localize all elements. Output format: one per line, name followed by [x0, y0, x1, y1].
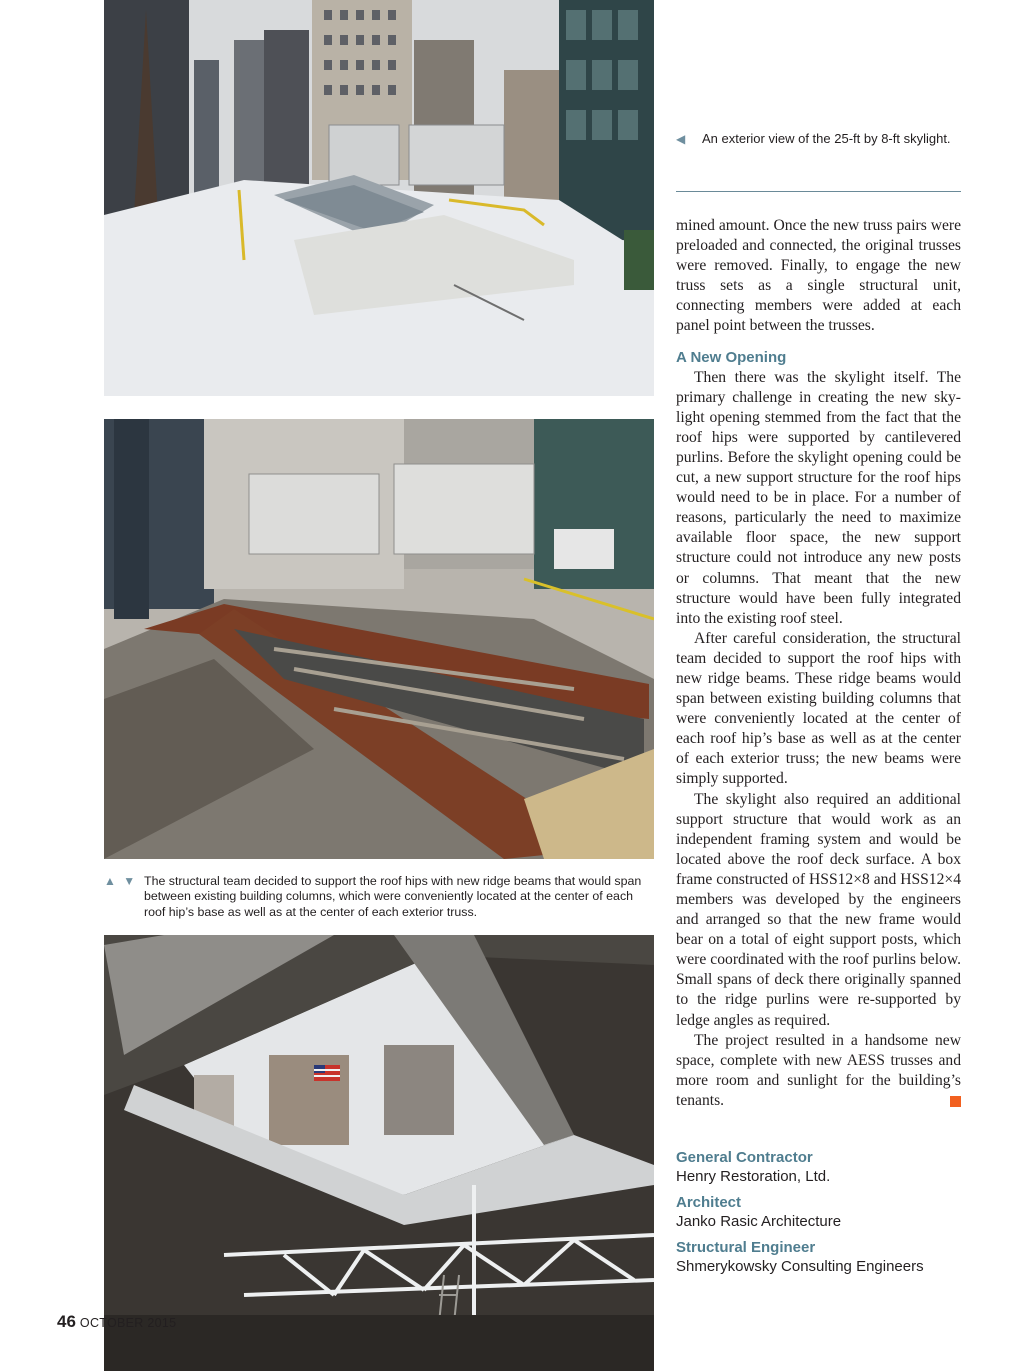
credit-name: Henry Restoration, Ltd.: [676, 1168, 831, 1185]
article-paragraph-text: The project resulted in a handsome new space, complete with new AESS trusses and more room and sunlight for the building’s tenants.: [676, 1031, 961, 1109]
credit-name: Janko Rasic Architecture: [676, 1213, 842, 1230]
caption-text: An exterior view of the 25-ft by 8-ft skylight.: [702, 131, 951, 146]
left-arrow-icon: ◀: [676, 132, 686, 146]
photo-exterior-skylight: [104, 0, 654, 396]
page-folio: [57, 1312, 176, 1332]
photo-ridge-beams: [104, 419, 654, 859]
article-body: [676, 216, 961, 1111]
article-paragraph-last: [676, 1031, 961, 1111]
caption-divider: [676, 191, 961, 192]
photo-caption-ridge-beams: [104, 874, 656, 920]
credit-role: Structural Engineer: [676, 1239, 816, 1256]
photo-interior-skylight: [104, 935, 654, 1371]
article-paragraph: Then there was the skylight itself. The primary challenge in creating the new skylight opening stemmed from the fact that the roof hips were supported by cantilevered purlins. Before the skylight opening could be cut, a new support structure for the roof hips would need to be in place. For a number of reasons, particularly the need to maximize available floor space, the new support structure could not introduce any new posts or columns. That meant that the new structure would have been fully integrated into the existing roof steel.: [676, 368, 961, 627]
up-down-arrow-icon: ▲ ▼: [104, 874, 138, 888]
section-heading: A New Opening: [676, 348, 787, 366]
issue-date: OCTOBER 2015: [79, 1316, 177, 1330]
end-of-article-square-icon: [950, 1096, 961, 1107]
photo-caption-exterior: [676, 131, 961, 147]
page-number: 46: [57, 1312, 76, 1331]
credit-role: Architect: [676, 1194, 742, 1211]
credit-name: Shmerykowsky Consulting Engineers: [676, 1258, 924, 1275]
caption-text: The structural team decided to support the roof hips with new ridge beams that would span between existing building columns, which were conveniently located at the center of each roof hip’s base as well as at the center of each exterior truss.: [144, 874, 642, 919]
credit-role: General Contractor: [676, 1149, 813, 1166]
article-paragraph: After careful consideration, the structural team decided to support the roof hips with new ridge beams. These ridge beams would span between existing building columns that were conveniently located at the center of each roof hip’s base as well as at the center of each exterior truss; the new beams were simply supported.: [676, 629, 961, 788]
project-credits: [676, 1148, 976, 1283]
article-paragraph: mined amount. Once the new truss pairs were preloaded and connected, the original trusses were removed. Finally, to engage the new truss sets as a single structural unit, connecting members were added at each panel point between the trusses.: [676, 217, 961, 335]
article-paragraph: The skylight also required an additional support structure that would work as an independent framing system and would be located above the roof deck surface. A box frame constructed of HSS12×8 and HSS12×4 members was developed by the engineers and arranged so that the new frame would bear on a total of eight support posts, which were coordinated with the roof purlins below. Small spans of deck there originally spanned to the ridge purlins were re-supported by ledge angles as required.: [676, 790, 961, 1029]
